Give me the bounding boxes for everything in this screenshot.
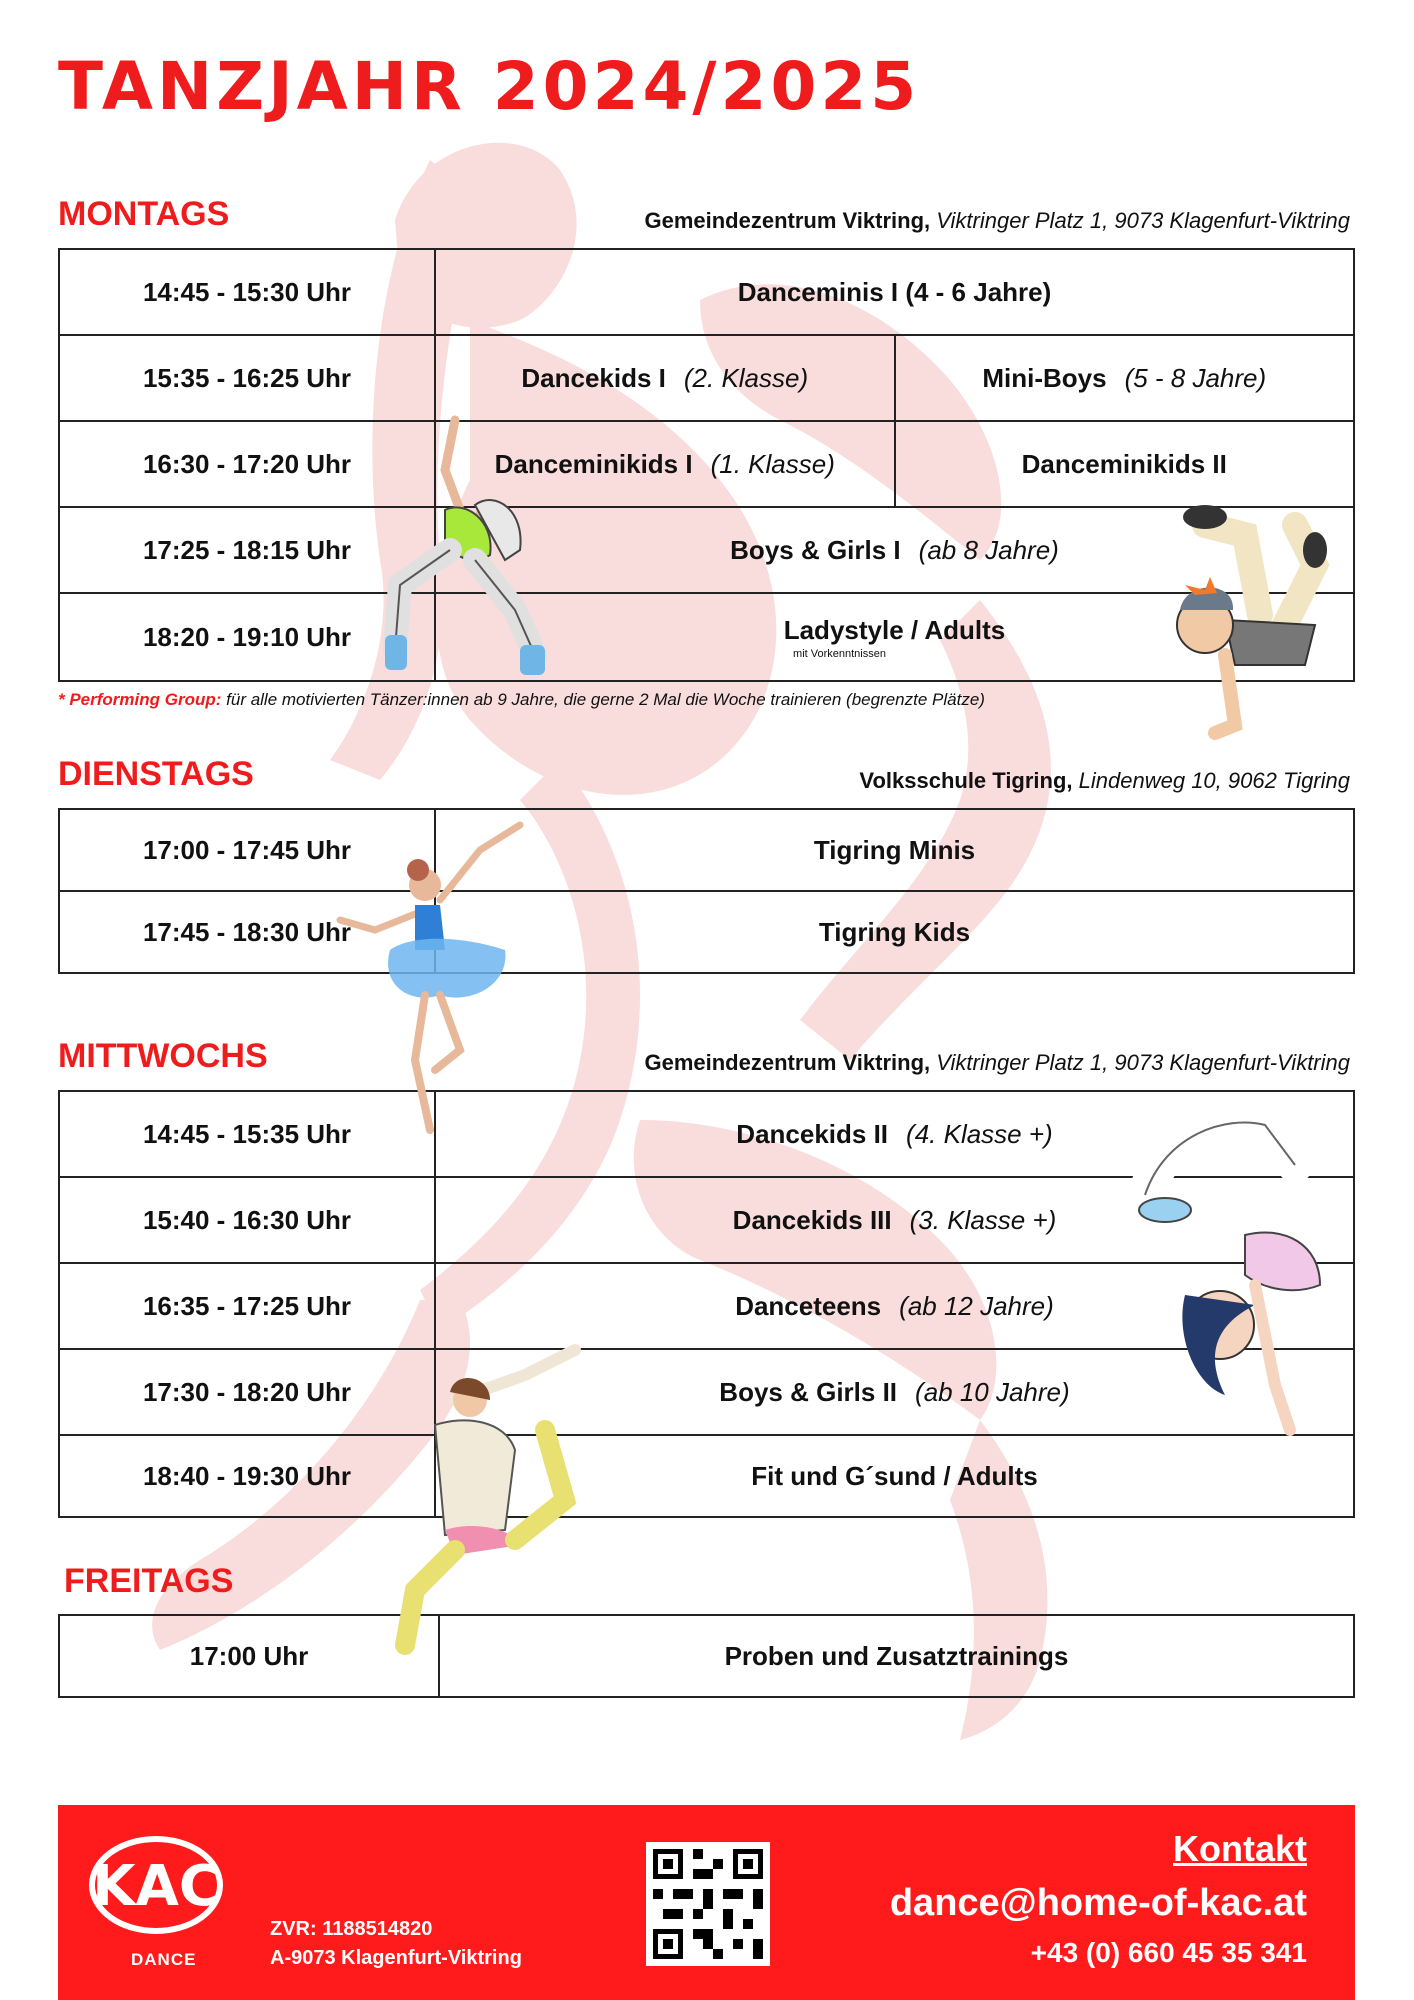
club-info	[270, 1915, 522, 1973]
qr-code[interactable]	[646, 1842, 770, 1966]
class-note: (ab 10 Jahre)	[915, 1376, 1070, 1407]
class-cell: Tigring Kids	[435, 891, 1354, 973]
qr-code-pattern	[653, 1849, 763, 1959]
day-heading-montags: MONTAGS	[58, 195, 230, 233]
contact-heading: Kontakt	[1173, 1828, 1307, 1869]
venue-address: Viktringer Platz 1, 9073 Klagenfurt-Viktring	[936, 1050, 1350, 1075]
venue-montags	[644, 208, 1350, 234]
day-heading-mittwochs: MITTWOCHS	[58, 1037, 268, 1075]
note-text: für alle motivierten Tänzer:innen ab 9 Jahre, die gerne 2 Mal die Woche trainieren (begrenzte Plätze)	[226, 690, 985, 709]
class-note: (ab 8 Jahre)	[918, 534, 1059, 565]
table-row	[59, 249, 1354, 335]
time-cell: 18:20 - 19:10 Uhr	[59, 593, 435, 681]
class-note: (4. Klasse +)	[906, 1118, 1053, 1149]
venue-address: Viktringer Platz 1, 9073 Klagenfurt-Viktring	[936, 208, 1350, 233]
class-cell	[435, 335, 895, 421]
class-name: Danceminikids I	[494, 448, 693, 479]
club-address: A-9073 Klagenfurt-Viktring	[270, 1947, 522, 1969]
class-cell: Proben und Zusatztrainings	[439, 1615, 1354, 1697]
venue-dienstags	[859, 768, 1350, 794]
venue-address: Lindenweg 10, 9062 Tigring	[1078, 768, 1350, 793]
logo-text: KAC	[92, 1854, 220, 1919]
class-name: Boys & Girls II	[719, 1376, 898, 1407]
time-cell: 17:00 Uhr	[59, 1615, 439, 1697]
class-note: (1. Klasse)	[710, 448, 835, 479]
time-cell: 15:40 - 16:30 Uhr	[59, 1177, 435, 1263]
day-heading-freitags: FREITAGS	[64, 1562, 234, 1600]
dancer-illustration-hiphop-girl	[375, 410, 565, 685]
note-label: * Performing Group:	[58, 690, 222, 709]
class-cell: Tigring Minis	[435, 809, 1354, 891]
zvr-number: ZVR: 1188514820	[270, 1918, 433, 1940]
time-cell: 14:45 - 15:35 Uhr	[59, 1091, 435, 1177]
schedule-table-dienstags	[58, 808, 1355, 974]
class-name: Dancekids II	[736, 1118, 889, 1149]
time-cell: 17:25 - 18:15 Uhr	[59, 507, 435, 593]
table-row	[59, 891, 1354, 973]
class-name: Mini-Boys	[982, 362, 1107, 393]
class-note: (ab 12 Jahre)	[899, 1290, 1054, 1321]
class-name: Boys & Girls I	[730, 534, 901, 565]
contact-block	[890, 1828, 1307, 1969]
venue-name: Gemeindezentrum Viktring,	[644, 1050, 931, 1075]
table-row	[59, 335, 1354, 421]
class-cell: Danceminikids II	[895, 421, 1355, 507]
contact-email-link[interactable]: dance@home-of-kac.at	[889, 1882, 1307, 1924]
class-note: (5 - 8 Jahre)	[1124, 362, 1267, 393]
time-cell: 16:35 - 17:25 Uhr	[59, 1263, 435, 1349]
table-row	[59, 421, 1354, 507]
table-row	[59, 809, 1354, 891]
time-cell: 14:45 - 15:30 Uhr	[59, 249, 435, 335]
time-cell: 17:00 - 17:45 Uhr	[59, 809, 435, 891]
class-name: Dancekids III	[732, 1204, 892, 1235]
class-note: (3. Klasse +)	[909, 1204, 1057, 1235]
dancer-illustration-breakdance-boy	[1165, 485, 1350, 760]
venue-mittwochs	[644, 1050, 1350, 1076]
dancer-illustration-ballerina	[330, 810, 550, 1185]
time-cell: 16:30 - 17:20 Uhr	[59, 421, 435, 507]
class-cell: Danceminis I (4 - 6 Jahre)	[435, 249, 1354, 335]
time-cell: 17:30 - 18:20 Uhr	[59, 1349, 435, 1435]
page-title: TANZJAHR 2024/2025	[58, 48, 921, 125]
schedule-table-freitags	[58, 1614, 1355, 1698]
footer-bar	[58, 1805, 1355, 2000]
class-name: Dancekids I	[521, 362, 666, 393]
class-note: (2. Klasse)	[683, 362, 809, 393]
class-name: Ladystyle / Adults	[783, 614, 1006, 645]
class-note-small: mit Vorkenntnissen	[793, 647, 886, 660]
logo-subtitle: DANCE	[131, 1950, 197, 1969]
class-name: Danceteens	[735, 1290, 882, 1321]
performing-group-note	[58, 690, 985, 710]
time-cell: 17:45 - 18:30 Uhr	[59, 891, 435, 973]
table-row	[59, 593, 1354, 681]
venue-name: Volksschule Tigring,	[859, 768, 1073, 793]
venue-name: Gemeindezentrum Viktring,	[644, 208, 931, 233]
kac-logo	[88, 1835, 224, 1935]
class-cell: Fit und G´sund / Adults	[435, 1435, 1354, 1517]
table-row	[59, 507, 1354, 593]
time-cell: 18:40 - 19:30 Uhr	[59, 1435, 435, 1517]
class-cell	[895, 335, 1355, 421]
table-row	[59, 1615, 1354, 1697]
schedule-table-montags	[58, 248, 1355, 682]
dancer-illustration-jumping-girl	[395, 1330, 595, 1655]
dancer-illustration-handstand-girl	[1105, 1095, 1355, 1450]
day-heading-dienstags: DIENSTAGS	[58, 755, 254, 793]
contact-phone[interactable]: +43 (0) 660 45 35 341	[1030, 1937, 1307, 1968]
time-cell: 15:35 - 16:25 Uhr	[59, 335, 435, 421]
